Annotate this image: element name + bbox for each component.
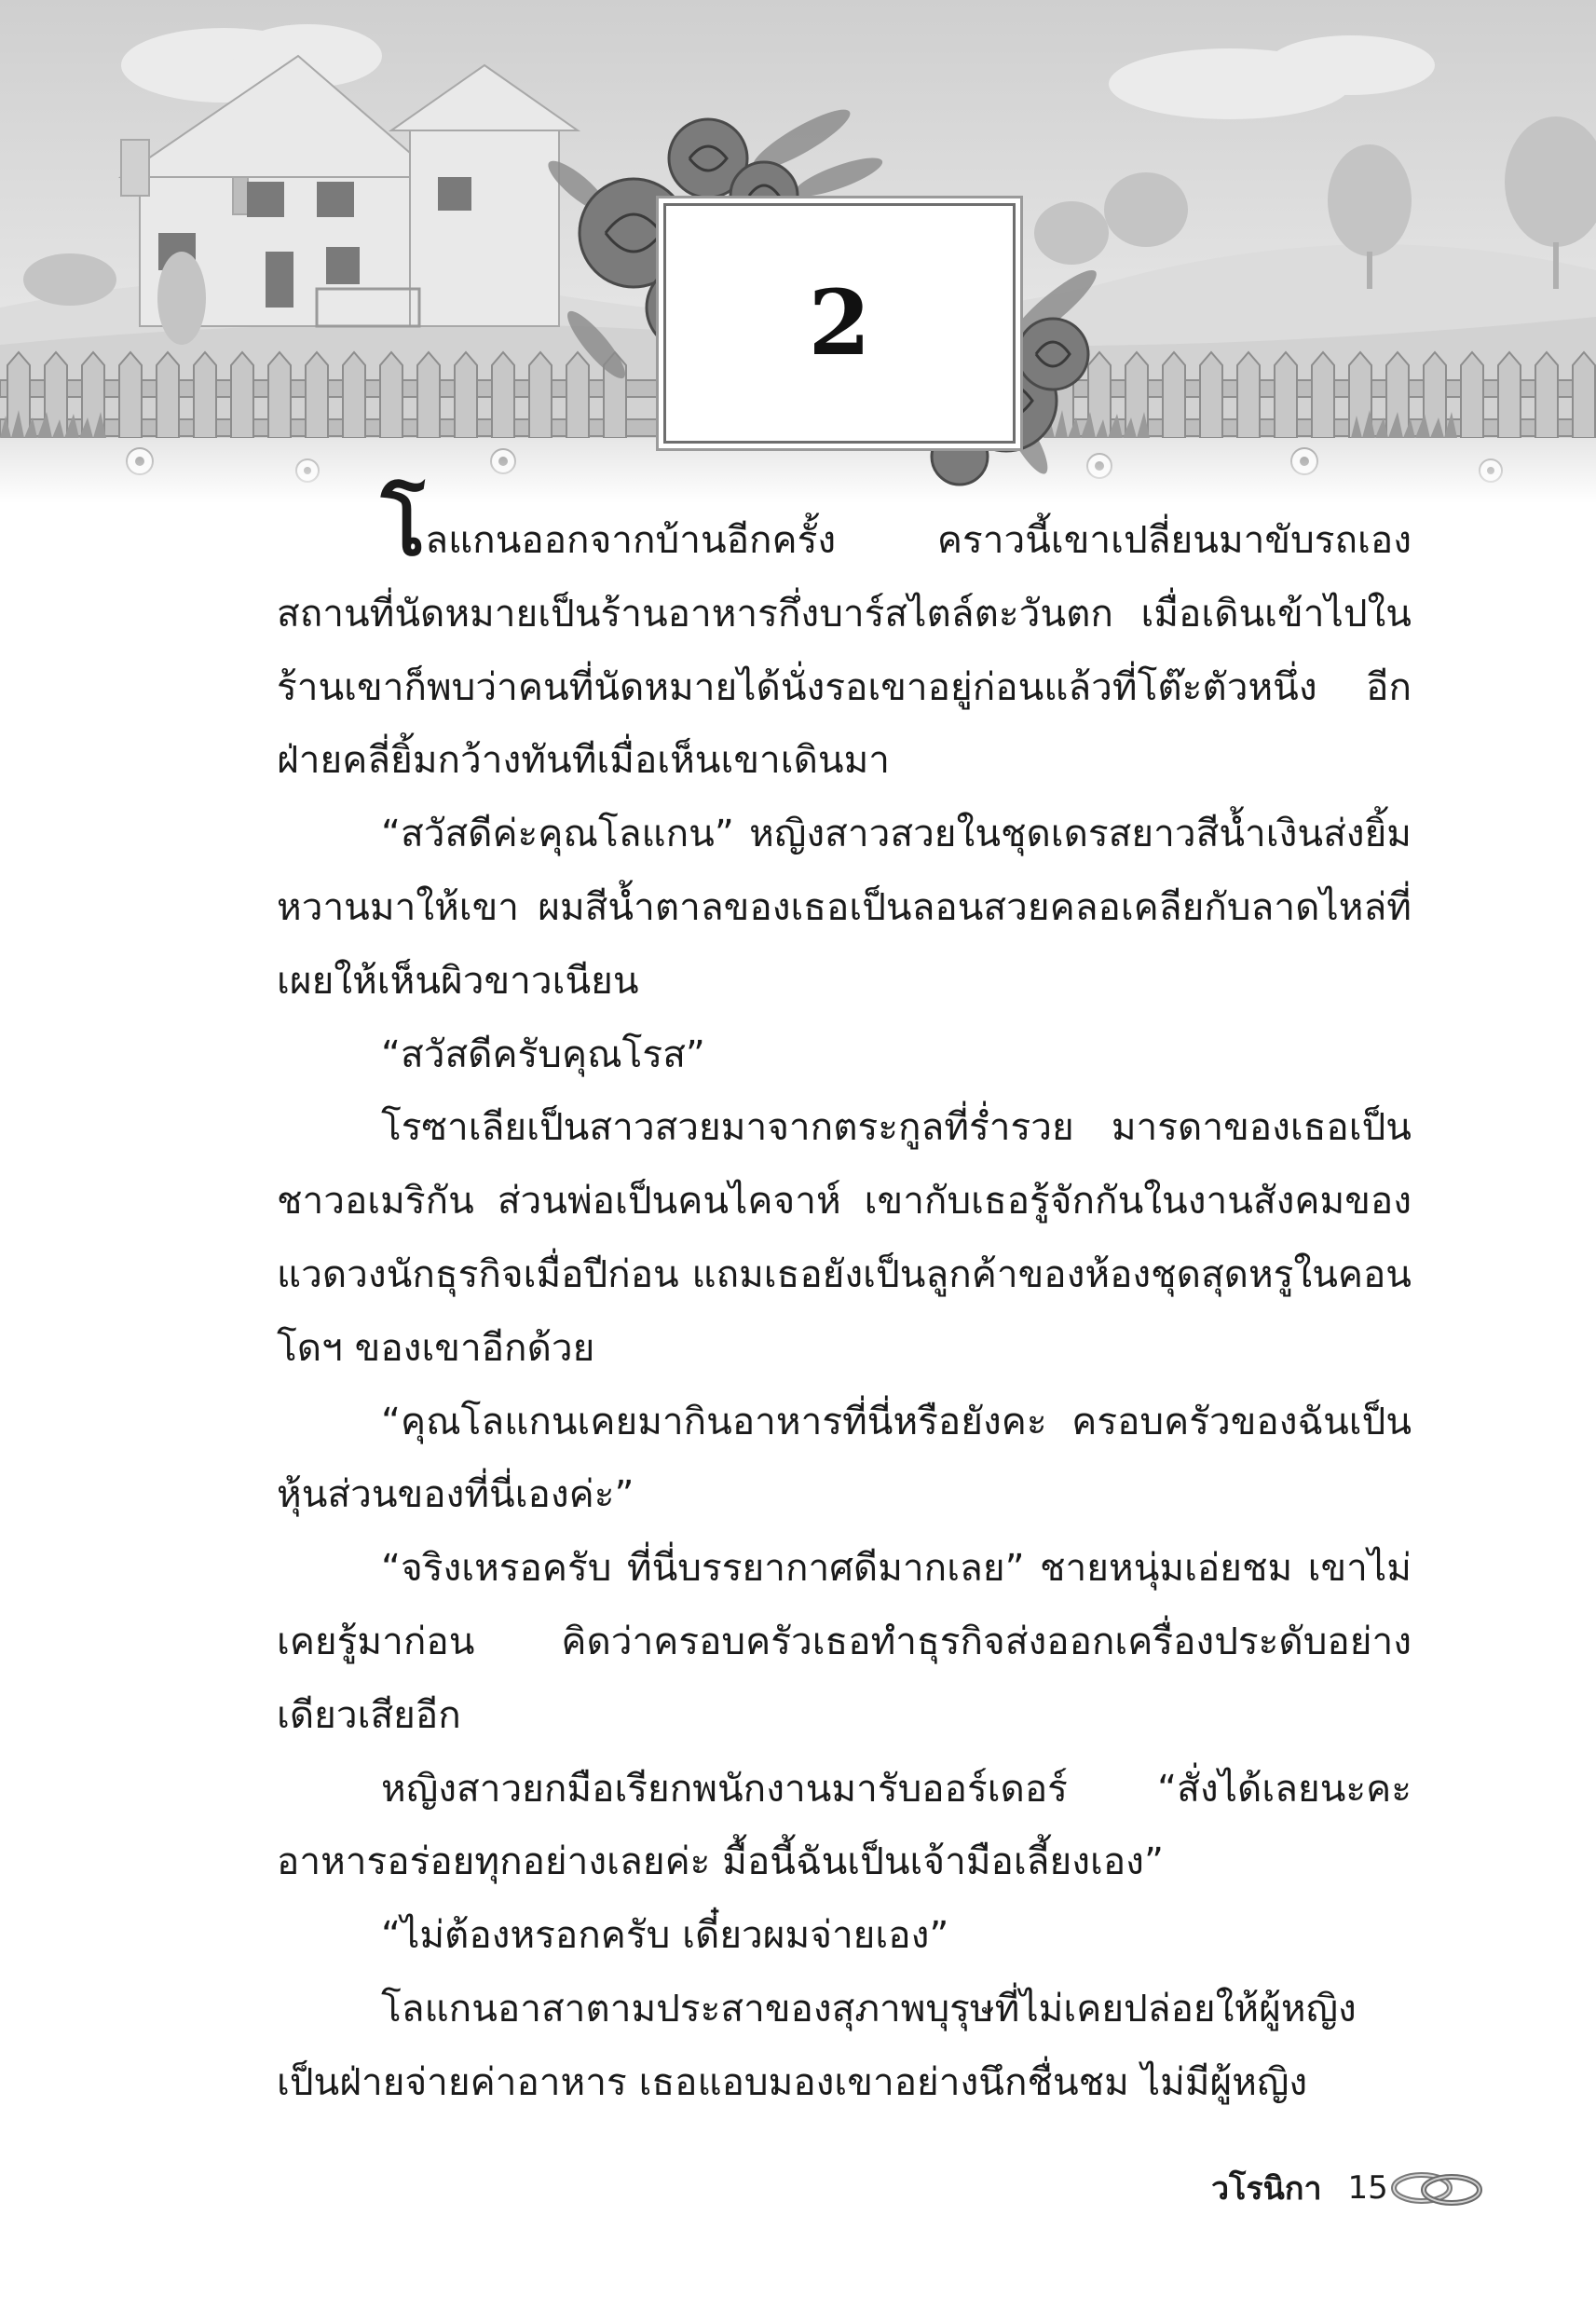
paragraph-1: [277, 477, 1412, 797]
drop-cap: โ: [381, 477, 426, 574]
paragraph-1-text: ลแกนออกจากบ้านอีกครั้ง คราวนี้เขาเปลี่ยนมาขับรถเอง สถานที่นัดหมายเป็นร้านอาหารกึ่งบาร์สไตล์ตะวันตก เมื่อเดินเข้าไปในร้านเขาก็พบว่าคนที่นัดหมายได้นั่งรอเขาอยู่ก่อนแล้วที่โต๊ะตัวหนึ่ง อีกฝ่ายคลี่ยิ้มกว้างทันทีเมื่อเห็นเขาเดินมา: [277, 517, 1412, 783]
paragraph-5: “คุณโลแกนเคยมากินอาหารที่นี่หรือยังคะ ครอบครัวของฉันเป็นหุ้นส่วนของที่นี่เองค่ะ”: [277, 1398, 1412, 1517]
wedding-rings-icon: [1386, 2160, 1489, 2216]
footer-author: วโรนิกา: [1211, 2170, 1322, 2208]
paragraph-7: หญิงสาวยกมือเรียกพนักงานมารับออร์เดอร์ “สั่งได้เลยนะคะอาหารอร่อยทุกอย่างเลยค่ะ มื้อนี้ฉันเป็นเจ้ามือเลี้ยงเอง”: [277, 1765, 1412, 1884]
chapter-body: [277, 477, 1412, 2119]
paragraph-8: “ไม่ต้องหรอกครับ เดี๋ยวผมจ่ายเอง”: [381, 1912, 949, 1958]
paragraph-2: “สวัสดีค่ะคุณโลแกน” หญิงสาวสวยในชุดเดรสยาวสีน้ำเงินส่งยิ้มหวานมาให้เขา ผมสีน้ำตาลของเธอเป็นลอนสวยคลอเคลียกับลาดไหล่ที่เผยให้เห็นผิวขาวเนียน: [277, 811, 1412, 1003]
paragraph-9: โลแกนอาสาตามประสาของสุภาพบุรุษที่ไม่เคยปล่อยให้ผู้หญิงเป็นฝ่ายจ่ายค่าอาหาร เธอแอบมองเขาอย่างนึกชื่นชม ไม่มีผู้หญิง: [277, 1985, 1357, 2104]
chapter-frame: [663, 203, 1016, 444]
paragraph-3: “สวัสดีครับคุณโรส”: [381, 1031, 705, 1076]
paragraph-4: โรซาเลียเป็นสาวสวยมาจากตระกูลที่ร่ำรวย มารดาของเธอเป็นชาวอเมริกัน ส่วนพ่อเป็นคนไคจาห์ เขากับเธอรู้จักกันในงานสังคมของแวดวงนักธุรกิจเมื่อปีก่อน แถมเธอยังเป็นลูกค้าของห้องชุดสุดหรูในคอนโดฯ ของเขาอีกด้วย: [277, 1104, 1412, 1370]
paragraph-6: “จริงเหรอครับ ที่นี่บรรยากาศดีมากเลย” ชายหนุ่มเอ่ยชม เขาไม่เคยรู้มาก่อน คิดว่าครอบครัวเธอทำธุรกิจส่งออกเครื่องประดับอย่างเดียวเสียอีก: [277, 1545, 1412, 1737]
chapter-number: 2: [808, 270, 871, 376]
page-number: 15: [1347, 2169, 1388, 2207]
